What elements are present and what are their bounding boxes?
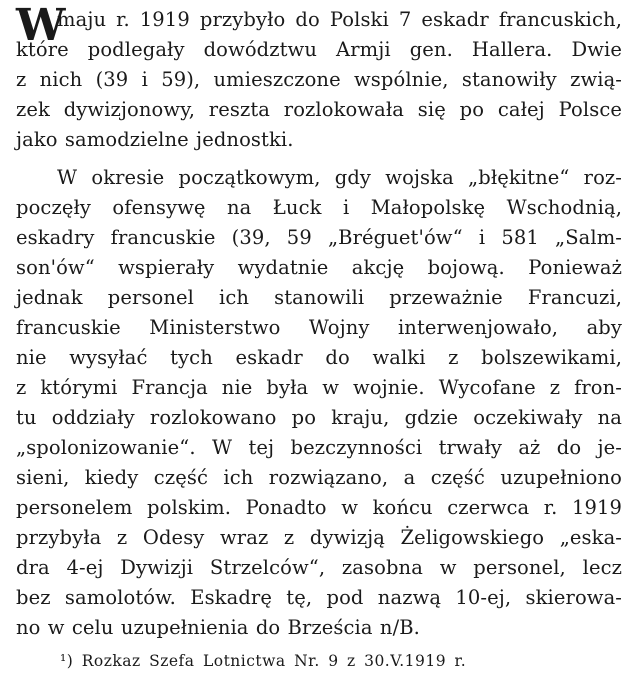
paragraph-1-line-5: jako samodzielne jednostki. [16, 128, 294, 151]
paragraph-2-line-1: W okresie początkowym, gdy wojska „błękitne“ roz- [57, 166, 622, 189]
paragraph-2-line-5: jednak personel ich stanowili przeważnie Francuzi, [16, 286, 622, 309]
footnote: ¹) Rozkaz Szefa Lotnictwa Nr. 9 z 30.V.1919 r. [60, 652, 467, 670]
paragraph-1-line-3: z nich (39 i 59), umieszczone wspólnie, stanowiły zwią- [16, 68, 622, 91]
paragraph-2-line-10: „spolonizowanie“. W tej bezczynności trwały aż do je- [16, 436, 622, 459]
paragraph-1-line-1: maju r. 1919 przybyło do Polski 7 eskadr francuskich, [57, 8, 622, 31]
paragraph-2-line-13: przybyła z Odesy wraz z dywizją Żeligowskiego „eska- [16, 526, 622, 549]
paragraph-2-line-8: z którymi Francja nie była w wojnie. Wycofane z fron- [16, 376, 622, 399]
paragraph-2-line-12: personelem polskim. Ponadto w końcu czerwca r. 1919 [16, 496, 622, 519]
paragraph-2-line-9: tu oddziały rozlokowano po kraju, gdzie oczekiwały na [16, 406, 622, 429]
paragraph-2-line-16: no w celu uzupełnienia do Brześcia n/B. [16, 616, 420, 639]
paragraph-1-line-4: zek dywizjonowy, reszta rozlokowała się po całej Polsce [16, 98, 622, 121]
paragraph-1-line-2: które podlegały dowództwu Armji gen. Hallera. Dwie [16, 38, 622, 61]
paragraph-2-line-4: son'ów“ wspierały wydatnie akcję bojową. Ponieważ [16, 256, 622, 279]
paragraph-2-line-11: sieni, kiedy część ich rozwiązano, a część uzupełniono [16, 466, 622, 489]
paragraph-2-line-6: francuskie Ministerstwo Wojny interwenjowało, aby [16, 316, 622, 339]
paragraph-2-line-3: eskadry francuskie (39, 59 „Bréguet'ów“ i 581 „Salm- [16, 226, 622, 249]
paragraph-2-line-7: nie wysyłać tych eskadr do walki z bolszewikami, [16, 346, 622, 369]
paragraph-2-line-14: dra 4-ej Dywizji Strzelców“, zasobna w personel, lecz [16, 556, 622, 579]
paragraph-2-line-2: poczęły ofensywę na Łuck i Małopolskę Wschodnią, [16, 196, 622, 219]
paragraph-2-line-15: bez samolotów. Eskadrę tę, pod nazwą 10-ej, skierowa- [16, 586, 622, 609]
drop-cap: W [16, 0, 66, 51]
